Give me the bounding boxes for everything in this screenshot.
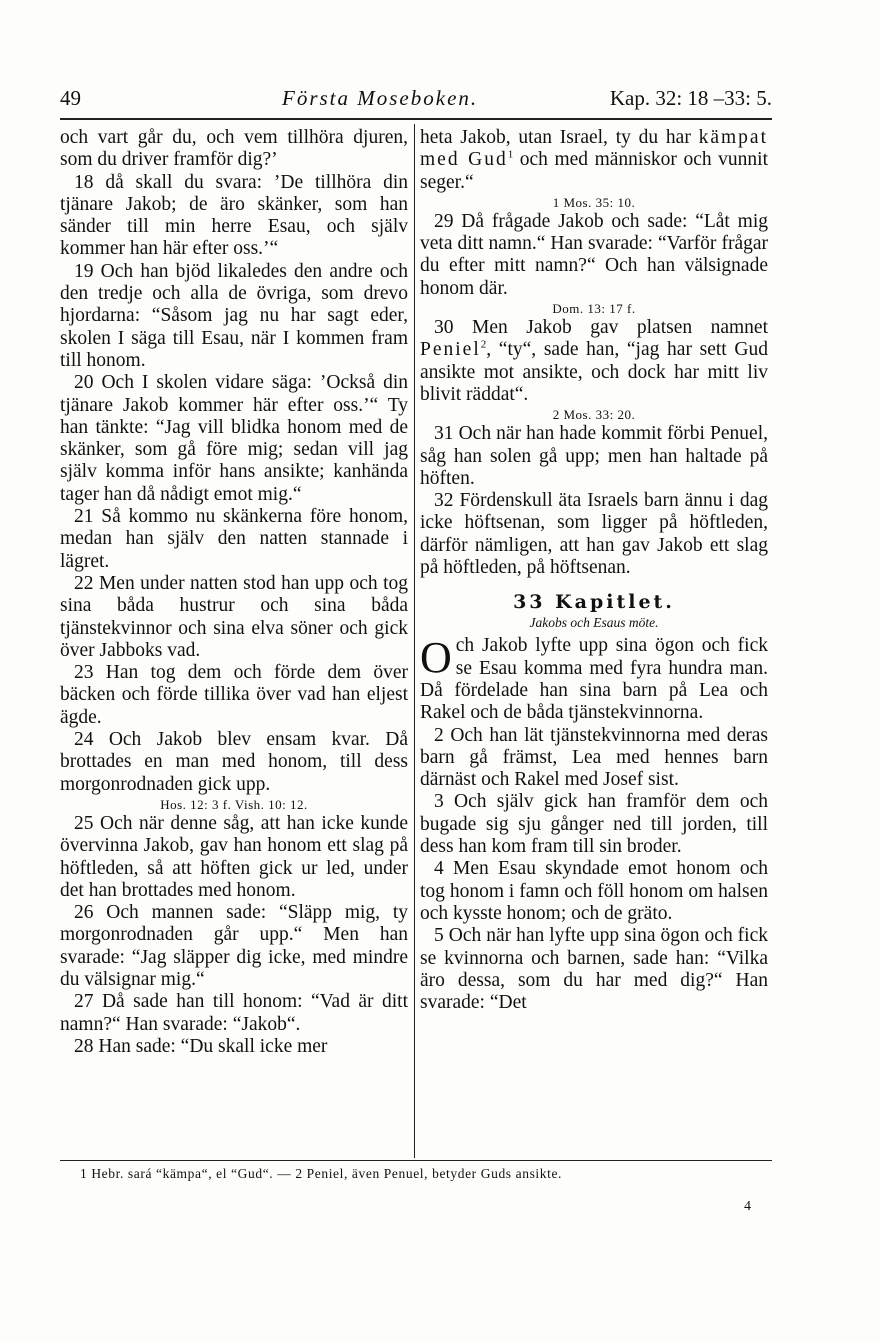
cross-reference: Hos. 12: 3 f. Vish. 10: 12.	[160, 796, 308, 812]
verse-28-continued	[420, 127, 768, 194]
running-header	[60, 86, 772, 116]
footnote-marker: 2	[480, 338, 487, 351]
verse-text: 30 Men Jakob gav platsen namnet	[434, 317, 768, 339]
spaced-text: kämpat med Gud	[420, 127, 768, 171]
column-divider	[414, 124, 415, 1158]
footnote-marker: 1	[507, 148, 514, 161]
footnote: 1 Hebr. sará “kämpa“, el “Gud“. — 2 Peniel, även Penuel, betyder Guds ansikte.	[80, 1166, 563, 1181]
verse-19: 19 Och han bjöd likaledes den andre och den tredje och alla de övriga, som drevo hjordarna: “Såsom jag nu har sagt eder, skolen I säga till Esau, när I kommen fram till honom.	[60, 260, 408, 371]
verse-26: 26 Och mannen sade: “Släpp mig, ty morgonrodnaden går upp.“ Men han svarade: “Jag släpper dig icke, med mindre du välsignar mig.“	[60, 902, 408, 990]
verse-32: 32 Fördenskull äta Israels barn ännu i dag icke höftsenan, som ligger på höftleden, därför nämligen, att han gav Jakob ett slag på höftleden, på höftsenan.	[420, 490, 768, 579]
verse-27: 27 Då sade han till honom: “Vad är ditt namn?“ Han svarade: “Jakob“.	[60, 991, 408, 1035]
right-column	[420, 127, 768, 1014]
verse-23: 23 Han tog dem och förde dem över bäcken och förde tillika över vad han eljest ägde.	[60, 662, 408, 728]
verse-1	[420, 635, 768, 724]
chapter-subtitle: Jakobs och Esaus möte.	[529, 615, 659, 631]
verse-20: 20 Och I skolen vidare säga: ’Också din tjänare Jakob kommer här efter oss.’“ Ty han tänkte: “Jag vill blidka honom med de skänker, som gå före mig; sedan vill jag själv komma inför hans ansikte; kanhända tager han då nådigt emot mig.“	[60, 372, 408, 505]
page-number: 49	[60, 86, 81, 110]
verse-22: 22 Men under natten stod han upp och tog sina båda hustrur och sina båda tjänstekvinnor och sina elva söner och gick över Jabboks vad.	[60, 572, 408, 661]
verse-text: och med människor och vunnit seger.“	[420, 149, 769, 193]
footnote-rule	[60, 1160, 772, 1161]
verse-24: 24 Och Jakob blev ensam kvar. Då brottades en man med honom, till dess morgonrodnaden gick upp.	[60, 729, 408, 795]
verse-30	[420, 317, 768, 406]
verse-4: 4 Men Esau skyndade emot honom och tog honom i famn och föll honom om halsen och kysste honom; och de gräto.	[420, 858, 768, 924]
left-column	[60, 127, 408, 1058]
verse-3: 3 Och själv gick han framför dem och bugade sig sju gånger ned till jorden, till dess han kom fram till sin broder.	[420, 791, 768, 858]
verse-31: 31 Och när han hade kommit förbi Penuel, såg han solen gå upp; men han haltade på höften.	[420, 423, 768, 489]
verse-18: 18 då skall du svara: ’De tillhöra din tjänare Jakob; de äro skänker, som han sänder till min herre Esau, och själv kommer han här efter oss.’“	[60, 171, 408, 260]
verse-25: 25 Och när denne såg, att han icke kunde övervinna Jakob, gav han honom ett slag på höftleden, så att höften gick ur led, under det han brottades med honom.	[60, 812, 408, 901]
verse-paragraph: och vart går du, och vem tillhöra djuren, som du driver framför dig?’	[60, 127, 408, 171]
verse-5: 5 Och när han lyfte upp sina ögon och fick se kvinnorna och barnen, sade han: “Vilka äro dessa, som du har med dig?“ Han svarade: “Det	[420, 925, 768, 1014]
verse-29: 29 Då frågade Jakob och sade: “Låt mig veta ditt namn.“ Han svarade: “Varför frågar du efter mitt namn?“ Och han välsignade honom där.	[420, 210, 768, 299]
verse-21: 21 Så kommo nu skänkerna före honom, medan han själv den natten stannade i lägret.	[60, 506, 408, 572]
cross-reference: 2 Mos. 33: 20.	[552, 407, 636, 423]
drop-cap: O	[420, 633, 452, 683]
verse-text: heta Jakob, utan Israel, ty du har	[420, 127, 691, 148]
signature-mark: 4	[744, 1199, 751, 1214]
spaced-text: Peniel	[420, 339, 481, 361]
cross-reference: 1 Mos. 35: 10.	[552, 194, 636, 210]
verse-text: , “ty“, sade han, “jag har sett Gud ansikte mot ansikte, och dock har mitt liv blivit räddat“.	[420, 339, 768, 405]
chapter-reference: Kap. 32: 18 –33: 5.	[609, 86, 772, 110]
verse-text: ch Jakob lyfte upp sina ögon och fick se Esau komma med fyra hundra man. Då fördelade han sina barn på Lea och Rakel och de båda tjänstekvinnorna.	[420, 635, 768, 724]
chapter-heading: 33 Kapitlet.	[513, 591, 675, 614]
cross-reference: Dom. 13: 17 f.	[552, 301, 636, 317]
verse-28: 28 Han sade: “Du skall icke mer	[74, 1035, 328, 1057]
verse-2: 2 Och han lät tjänstekvinnorna med deras barn gå främst, Lea med hennes barn därnäst och Rakel med Josef sist.	[420, 724, 768, 791]
header-rule	[60, 118, 772, 120]
book-title: Första Moseboken.	[282, 86, 479, 110]
